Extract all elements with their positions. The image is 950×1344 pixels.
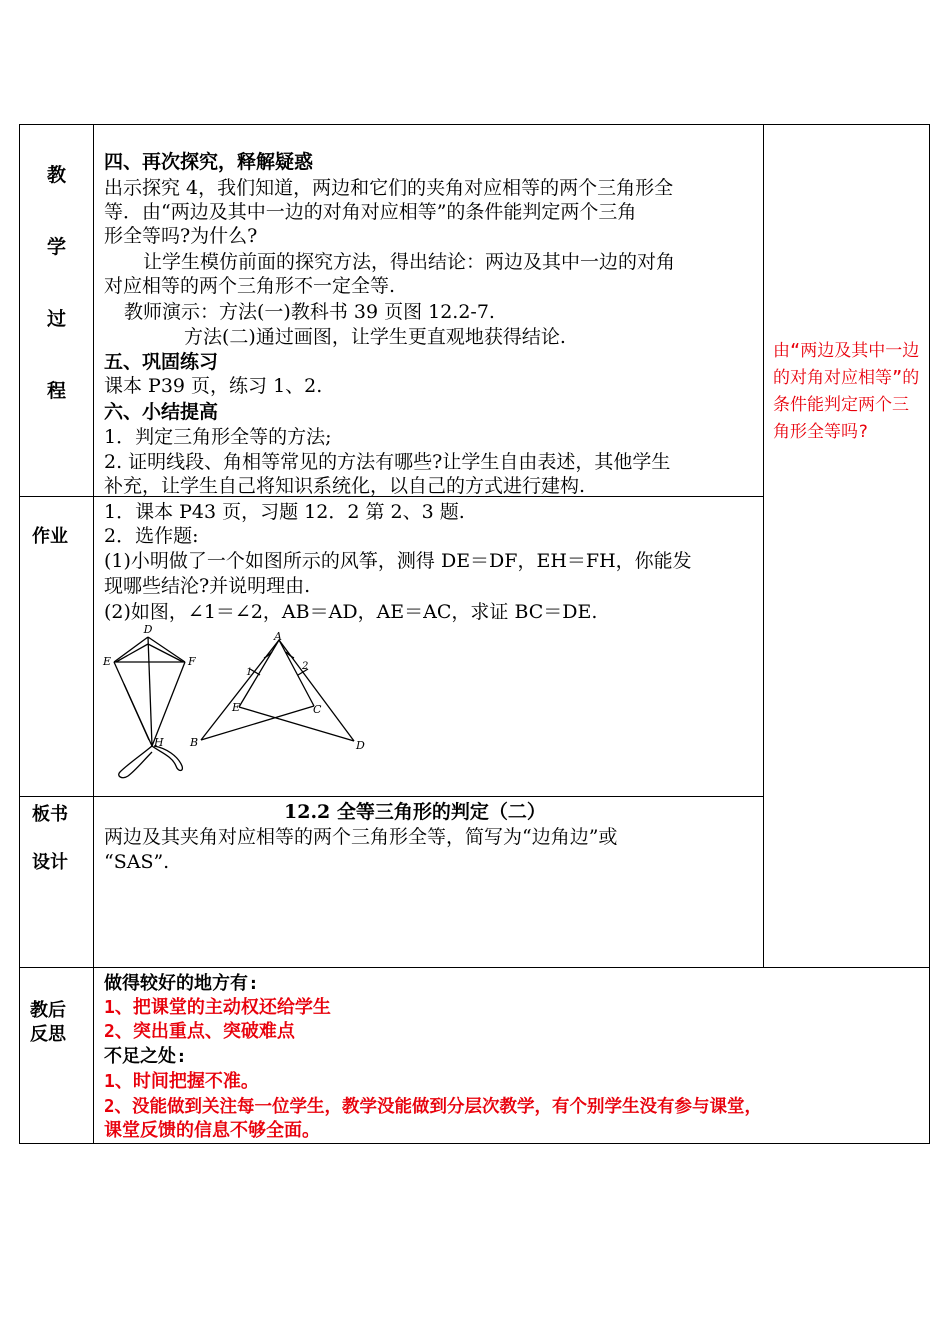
label-process-char-2: 学: [47, 236, 67, 258]
kite-figure: [100, 620, 200, 785]
label-reflection-line1: 教后: [30, 1000, 66, 1021]
process-paragraph-1-line-2: 等．由“两边及其中一边的对角对应相等”的条件能判定两个三角: [104, 201, 637, 223]
summary-item-2-line-1: 2. 证明线段、角相等常见的方法有哪些?让学生自由表述，其他学生: [104, 451, 671, 473]
reflection-good-heading: 做得较好的地方有:: [104, 973, 259, 994]
board-text-line-2: “SAS”.: [104, 851, 170, 873]
homework-problem-1-line-2: 现哪些结沦?并说明理由.: [104, 575, 311, 597]
tri-label-angle-1: 1: [246, 667, 253, 678]
tri-label-angle-2: 2: [302, 661, 309, 672]
label-process-char-3: 过: [47, 308, 67, 330]
reflection-bad-item-1: 1、时间把握不准。: [104, 1071, 259, 1092]
board-text-line-1: 两边及其夹角对应相等的两个三角形全等，简写为“边角边”或: [104, 826, 618, 848]
label-board-line1: 板书: [32, 804, 68, 825]
homework-item-1: 1．课本 P43 页，习题 12．2 第 2、3 题.: [104, 501, 465, 523]
reflection-good-item-1: 1、把课堂的主动权还给学生: [104, 997, 331, 1018]
label-board-line2: 设计: [32, 852, 68, 873]
process-demo-method-1: 教师演示：方法(一)教科书 39 页图 12.2-7.: [124, 301, 495, 323]
summary-item-2-line-2: 补充，让学生自己将知识系统化，以自己的方式进行建构.: [104, 475, 586, 497]
reflection-good-item-2: 2、突出重点、突破难点: [104, 1021, 295, 1042]
practice-text: 课本 P39 页，练习 1、2.: [104, 375, 323, 397]
tri-label-a: A: [274, 630, 282, 643]
label-reflection-line2: 反思: [30, 1024, 66, 1045]
process-paragraph-1-line-1: 出示探究 4，我们知道，两边和它们的夹角对应相等的两个三角形全: [104, 177, 674, 199]
tri-label-c: C: [313, 703, 322, 716]
margin-note: 由“两边及其中一边的对角对应相等”的条件能判定两个三角形全等吗?: [773, 341, 920, 442]
kite-label-e: E: [103, 655, 112, 668]
reflection-bad-item-2-line-2: 课堂反馈的信息不够全面。: [104, 1120, 320, 1141]
label-homework: 作业: [32, 526, 68, 547]
process-paragraph-2-line-1: 让学生模仿前面的探究方法，得出结论：两边及其中一边的对角: [143, 251, 676, 273]
summary-item-1: 1．判定三角形全等的方法;: [104, 426, 332, 448]
reflection-bad-heading: 不足之处:: [104, 1046, 187, 1067]
process-paragraph-1-line-3: 形全等吗?为什么?: [104, 225, 258, 247]
heading-explore: 四、再次探究，释解疑惑: [104, 151, 314, 173]
homework-problem-2: (2)如图，∠1＝∠2，AB＝AD，AE＝AC，求证 BC＝DE.: [104, 601, 598, 623]
kite-label-h: H: [154, 736, 164, 749]
homework-item-2: 2．选作题:: [104, 525, 199, 547]
tri-label-b: B: [190, 736, 199, 749]
kite-label-f: F: [188, 655, 196, 668]
reflection-bad-item-2-line-1: 2、没能做到关注每一位学生，教学没能做到分层次教学，有个别学生没有参与课堂，: [104, 1097, 763, 1117]
tri-label-e: E: [232, 701, 241, 714]
process-demo-method-2: 方法(二)通过画图，让学生更直观地获得结论.: [184, 326, 566, 348]
kite-label-d: D: [143, 623, 153, 636]
heading-summary: 六、小结提高: [104, 401, 219, 423]
process-paragraph-2-line-2: 对应相等的两个三角形不一定全等.: [104, 275, 396, 297]
heading-practice: 五、巩固练习: [104, 351, 219, 373]
board-title: 12.2 全等三角形的判定（二）: [284, 801, 546, 823]
triangles-figure: [188, 628, 373, 753]
label-process-char-4: 程: [47, 380, 67, 402]
homework-problem-1-line-1: (1)小明做了一个如图所示的风筝，测得 DE＝DF，EH＝FH，你能发: [104, 550, 692, 572]
tri-label-d: D: [356, 739, 365, 752]
label-process-char-1: 教: [47, 164, 67, 186]
